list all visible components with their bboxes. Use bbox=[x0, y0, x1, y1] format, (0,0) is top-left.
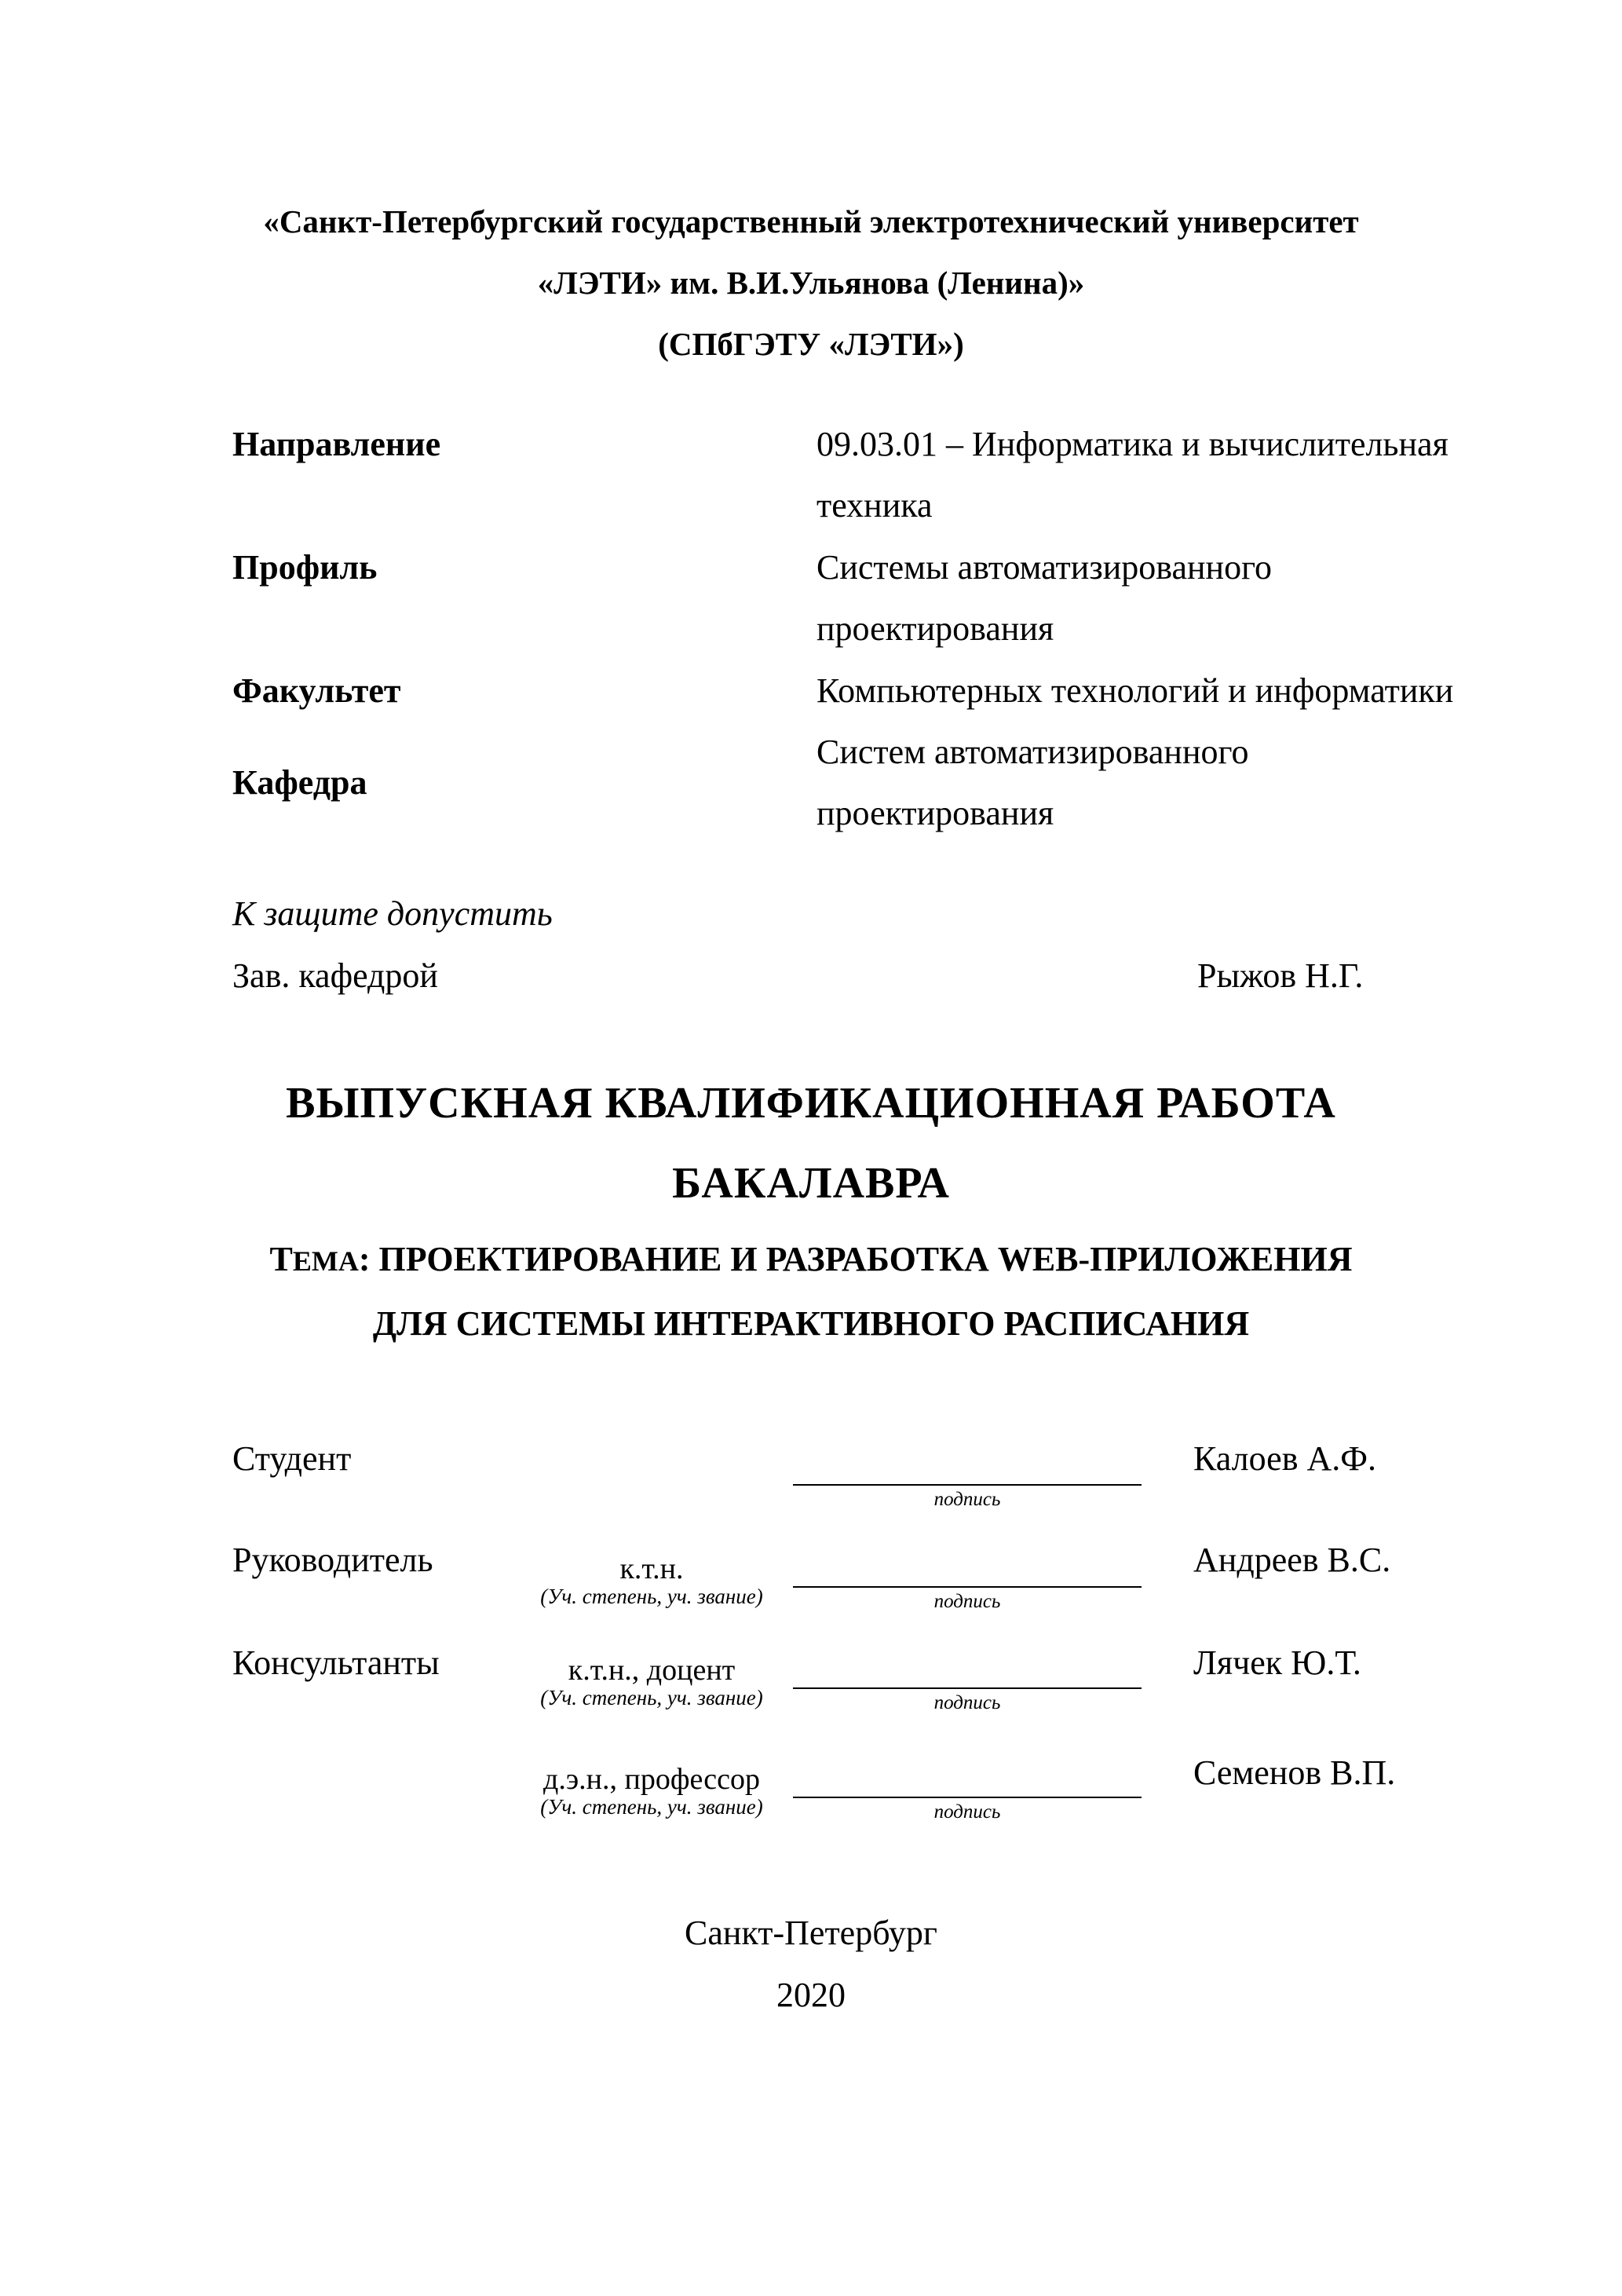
department-value-line-1: Систем автоматизированного bbox=[816, 733, 1249, 771]
city: Санкт-Петербург bbox=[685, 1914, 937, 1952]
university-name-line-1: «Санкт-Петербургский государственный электротехнический университет bbox=[263, 203, 1359, 239]
theme-text-line-1: : ПРОЕКТИРОВАНИЕ И РАЗРАБОТКА WEB-ПРИЛОЖЕНИЯ bbox=[358, 1240, 1353, 1278]
supervisor-degree: к.т.н. bbox=[619, 1552, 684, 1585]
student-name: Калоев А.Ф. bbox=[1193, 1439, 1377, 1478]
consultants-role: Консультанты bbox=[232, 1643, 440, 1682]
profile-value-line-2: проектирования bbox=[816, 609, 1054, 648]
supervisor-role: Руководитель bbox=[232, 1541, 433, 1579]
direction-value-line-2: техника bbox=[816, 486, 933, 525]
direction-label: Направление bbox=[232, 425, 441, 463]
consultant1-signature-caption: подпись bbox=[933, 1692, 1001, 1713]
supervisor-name: Андреев В.С. bbox=[1193, 1541, 1391, 1579]
faculty-value: Компьютерных технологий и информатики bbox=[816, 671, 1454, 710]
consultant1-degree-caption: (Уч. степень, уч. звание) bbox=[540, 1686, 763, 1709]
consultant2-signature-line bbox=[793, 1797, 1142, 1798]
direction-value-line-1: 09.03.01 – Информатика и вычислительная bbox=[816, 425, 1448, 463]
student-role: Студент bbox=[232, 1439, 352, 1478]
university-name-line-2: «ЛЭТИ» им. В.И.Ульянова (Ленина)» bbox=[537, 265, 1085, 301]
student-signature-line bbox=[793, 1484, 1142, 1486]
supervisor-signature-caption: подпись bbox=[933, 1591, 1001, 1612]
consultant2-name: Семенов В.П. bbox=[1193, 1753, 1396, 1792]
theme-line-2: ДЛЯ СИСТЕМЫ ИНТЕРАКТИВНОГО РАСПИСАНИЯ bbox=[372, 1304, 1250, 1343]
supervisor-signature-line bbox=[793, 1586, 1142, 1588]
theme-prefix-capital: Т bbox=[269, 1240, 293, 1278]
admit-to-defense: К защите допустить bbox=[232, 894, 553, 933]
consultant2-signature-caption: подпись bbox=[933, 1801, 1001, 1823]
document-title-line-1: ВЫПУСКНАЯ КВАЛИФИКАЦИОННАЯ РАБОТА bbox=[286, 1079, 1336, 1128]
consultant2-degree-caption: (Уч. степень, уч. звание) bbox=[540, 1795, 763, 1819]
department-label: Кафедра bbox=[232, 763, 367, 802]
theme-prefix-rest: ЕМА bbox=[292, 1245, 359, 1277]
theme-line-1 bbox=[0, 1239, 1622, 1279]
document-title-line-2: БАКАЛАВРА bbox=[672, 1159, 950, 1208]
profile-label: Профиль bbox=[232, 548, 378, 587]
consultant2-degree: д.э.н., профессор bbox=[543, 1763, 760, 1796]
supervisor-degree-caption: (Уч. степень, уч. звание) bbox=[540, 1585, 763, 1608]
consultant1-signature-line bbox=[793, 1687, 1142, 1689]
department-value-line-2: проектирования bbox=[816, 794, 1054, 832]
head-of-department-label: Зав. кафедрой bbox=[232, 956, 438, 995]
student-signature-caption: подпись bbox=[933, 1489, 1001, 1510]
head-of-department-name: Рыжов Н.Г. bbox=[1197, 956, 1364, 995]
consultant1-degree: к.т.н., доцент bbox=[568, 1654, 736, 1687]
profile-value-line-1: Системы автоматизированного bbox=[816, 548, 1273, 587]
university-abbreviation: (СПбГЭТУ «ЛЭТИ») bbox=[658, 326, 964, 362]
year: 2020 bbox=[776, 1976, 846, 2014]
faculty-label: Факультет bbox=[232, 671, 401, 710]
consultant1-name: Лячек Ю.Т. bbox=[1193, 1643, 1361, 1682]
